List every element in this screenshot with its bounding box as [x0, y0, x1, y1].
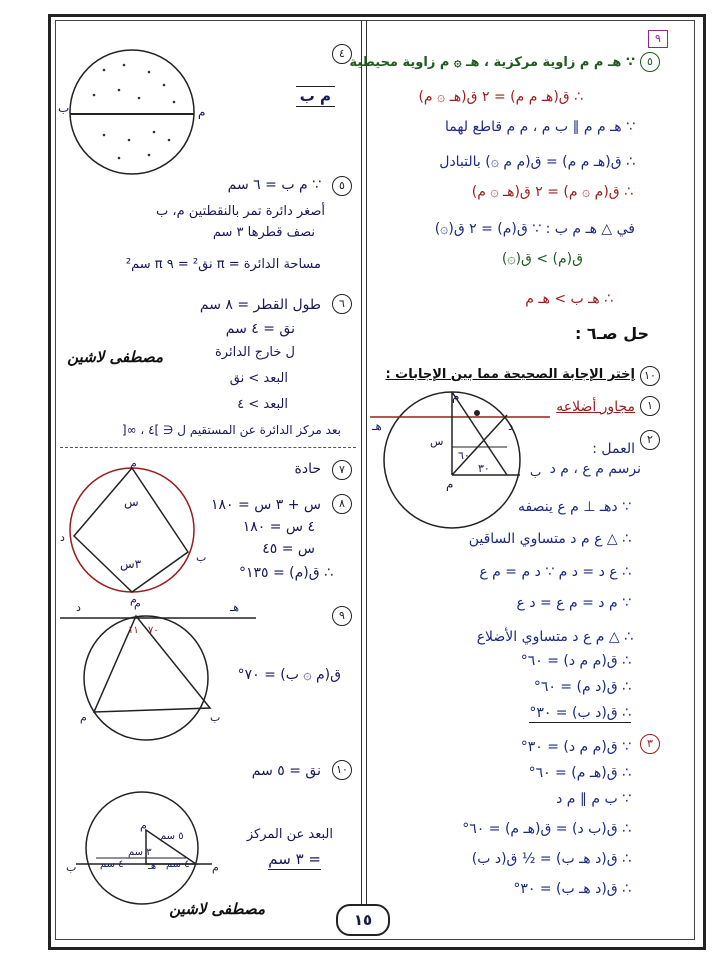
q5-left-line-3: نصف قطرها ٣ سم [212, 225, 315, 240]
dot [173, 101, 176, 104]
q9-diagram [60, 601, 260, 744]
q8-label-left: د [60, 531, 65, 544]
q10-2-b: نرسم م ع ، م د [549, 461, 641, 477]
q10-2-d: ∴ △ ع م د متساوي الساقين [468, 531, 631, 547]
q5-line-4: ∴ ق(هـ م م) = ق(م م ۞) بالتبادل [439, 154, 635, 170]
q10-3-b: ∴ ق(هـ م) = ٦٠° [528, 765, 631, 781]
q8-label-bottom: م [130, 593, 137, 606]
q10-left-number: ١٠ [332, 760, 352, 780]
q10-1-answer: مجاور أضلاعه [556, 399, 635, 415]
corner-page-box: ٩ [648, 30, 668, 48]
q10-left-label-four1: ٤ سم [100, 859, 124, 870]
q6-line-4: البعد > نق [229, 371, 288, 386]
q10-2-i: ∴ ق(د م) = ٦٠° [533, 679, 631, 695]
q5-line-6: في △ هـ م ب : ∵ ق(م) = ٢ ق(۞) [434, 221, 635, 237]
q10-left-label-three: ٣ سم [128, 847, 152, 858]
q9-label-70: ٧٠ [148, 625, 159, 636]
inscribed-quad [74, 468, 188, 592]
q4-diagram [64, 40, 204, 180]
solution-header: حل صـ٦ : [574, 324, 649, 343]
q10-2-j: ∴ ق(د ب) = ٣٠° [529, 705, 631, 721]
q6-line-1: طول القطر = ٨ سم [199, 297, 321, 313]
diagram-label-b: ب [530, 465, 542, 479]
signature-2: مصطفى لاشين [169, 900, 265, 918]
q8-line-3: س = ٤٥ [262, 541, 315, 557]
q8-label-right: ب [196, 551, 207, 564]
diagram-label-m: م [446, 477, 454, 491]
q10-3-d: ∴ ق(ب د) = ق(هـ م) = ٦٠° [462, 821, 631, 837]
dot [138, 97, 141, 100]
q5-left-line-1: ∵ م ب = ٦ سم [227, 177, 321, 193]
q8-label-3x: ٣س [120, 557, 142, 571]
q5-line-5: ∴ ق(م ۞ م) = ٢ ق(هـ ۞ م) [471, 184, 633, 200]
q10-left-label-m: م [140, 819, 147, 832]
page-number: ١٥ [336, 904, 390, 936]
q10-3-e: ∴ ق(د هـ ب) = ½ ق(د ب) [471, 851, 631, 867]
q7-answer: حادة [294, 461, 321, 477]
q10-left-label-h: هـ [148, 861, 157, 872]
q7-number: ٧ [332, 460, 352, 480]
diagram-label-30: ٣٠ [478, 462, 490, 475]
q10-left-label-four2: ٤ سم [166, 859, 190, 870]
dot [168, 139, 171, 142]
diagram-label-a: م [452, 389, 460, 403]
q10-title: إختر الإجابة الصحيحة مما بين الإجابات : [385, 367, 635, 382]
q4-label-a: م [198, 105, 206, 119]
dot [128, 139, 131, 142]
q9-label-h: هـ [230, 601, 240, 614]
dot [103, 134, 106, 137]
q10-left-label-five: ٥ سم [160, 831, 184, 842]
q10-3-a: ∵ ق(م م د) = ٣٠° [520, 739, 631, 755]
circle [84, 616, 208, 740]
q8-number: ٨ [332, 494, 352, 514]
q9-label-right: ب [210, 711, 221, 724]
circle [70, 468, 194, 592]
q6-line-2: نق = ٤ سم [225, 321, 295, 337]
dot [118, 89, 121, 92]
q8-line-2: ٤ س = ١٨٠ [242, 519, 315, 535]
diagram-label-60: ٦٠ [458, 449, 470, 462]
signature-1: مصطفى لاشين [67, 348, 163, 366]
diagram-label-d: د [508, 419, 514, 433]
q5-line-1: ∵ هـ م م زاوية مركزية ، هـ ۞ م زاوية محيطية [349, 55, 635, 70]
point-dot [474, 410, 480, 416]
q8-line-4: ∴ ق(م) = ١٣٥° [238, 565, 333, 581]
q10-left-line-3: = ٣ سم [268, 850, 321, 868]
q8-diagram [60, 457, 210, 600]
q8-label-top: م [130, 457, 137, 470]
q9-number: ٩ [332, 606, 352, 626]
q10-2-number: ٢ [640, 430, 660, 450]
dot [148, 154, 151, 157]
q10-2-c: ∵ دهـ ⊥ م ع ينصفه [518, 499, 631, 515]
q6-line-5: البعد > ٤ [237, 397, 288, 412]
q10-left-line-1: نق = ٥ سم [251, 763, 321, 779]
dot [163, 84, 166, 87]
q10-left-diagram [76, 786, 216, 906]
q10-2-e: ∴ ع د = د م ∵ د م = م ع [479, 564, 631, 580]
q9-answer: ق(م ۞ ب) = ٧٠° [237, 667, 341, 683]
q5-left-line-2: أصغر دائرة تمر بالنقطتين م، ب [156, 204, 325, 219]
q5-left-number: ٥ [332, 176, 352, 196]
q9-label-m: م [134, 597, 141, 610]
q5-left-line-4: مساحة الدائرة = π نق² = ٩ π سم² [125, 257, 321, 272]
q10-number: ١٠ [640, 366, 660, 386]
column-divider [361, 20, 367, 918]
q5-line-3: ∵ هـ م م ∥ ب م ، م م قاطع لهما [444, 119, 635, 135]
diagram-label-x: س [430, 435, 444, 448]
q6-line-3: ل خارج الدائرة [215, 345, 295, 360]
diagram-label-h: هـ [372, 419, 382, 433]
q4-label-b: ب [58, 101, 70, 115]
q4-number: ٤ [332, 44, 352, 64]
q5-number: ٥ [640, 52, 660, 72]
q5-line-8: ∴ هـ ب > هـ م [525, 291, 613, 307]
q10-1-number: ١ [640, 396, 660, 416]
q8-line-1: س + ٣ س = ١٨٠ [211, 497, 321, 513]
q10-3-number: ٣ [640, 734, 660, 754]
q4-answer: م ب [296, 86, 335, 107]
q9-label-left: م [80, 711, 87, 724]
q9-label-11: ١١ [128, 625, 139, 636]
q10-left-line-2: البعد عن المركز [246, 827, 333, 842]
q10-3-f: ∴ ق(د هـ ب) = ٣٠° [513, 881, 631, 897]
q6-number: ٦ [332, 294, 352, 314]
q10-left-label-b: ب [66, 861, 77, 874]
dot [123, 64, 126, 67]
q10-2-a: العمل : [592, 441, 635, 457]
circle [70, 50, 194, 174]
q8-label-x: س [124, 495, 139, 509]
q10-2-h: ∴ ق(م م د) = ٦٠° [520, 653, 631, 669]
dot [118, 157, 121, 160]
dot [93, 94, 96, 97]
section-separator [60, 447, 356, 448]
q10-2-f: ∵ م د = م ع = د ع [516, 595, 631, 611]
dot [153, 131, 156, 134]
q5-line-7: ق(م) > ق(۞) [501, 251, 583, 267]
dot [148, 71, 151, 74]
q10-left-label-a: م [212, 861, 219, 874]
q9-label-d: د [76, 601, 81, 614]
q6-line-6: بعد مركز الدائرة عن المستقيم ل ∈ ]٤ ، ∞[ [121, 423, 341, 437]
q5-line-2: ∴ ق(هـ م م) = ٢ ق(هـ ۞ م) [418, 89, 583, 105]
q10-2-g: ∴ △ م ع د متساوي الأضلاع [476, 629, 633, 645]
dot [103, 69, 106, 72]
q10-3-c: ∵ ب م ∥ م د [556, 791, 631, 807]
